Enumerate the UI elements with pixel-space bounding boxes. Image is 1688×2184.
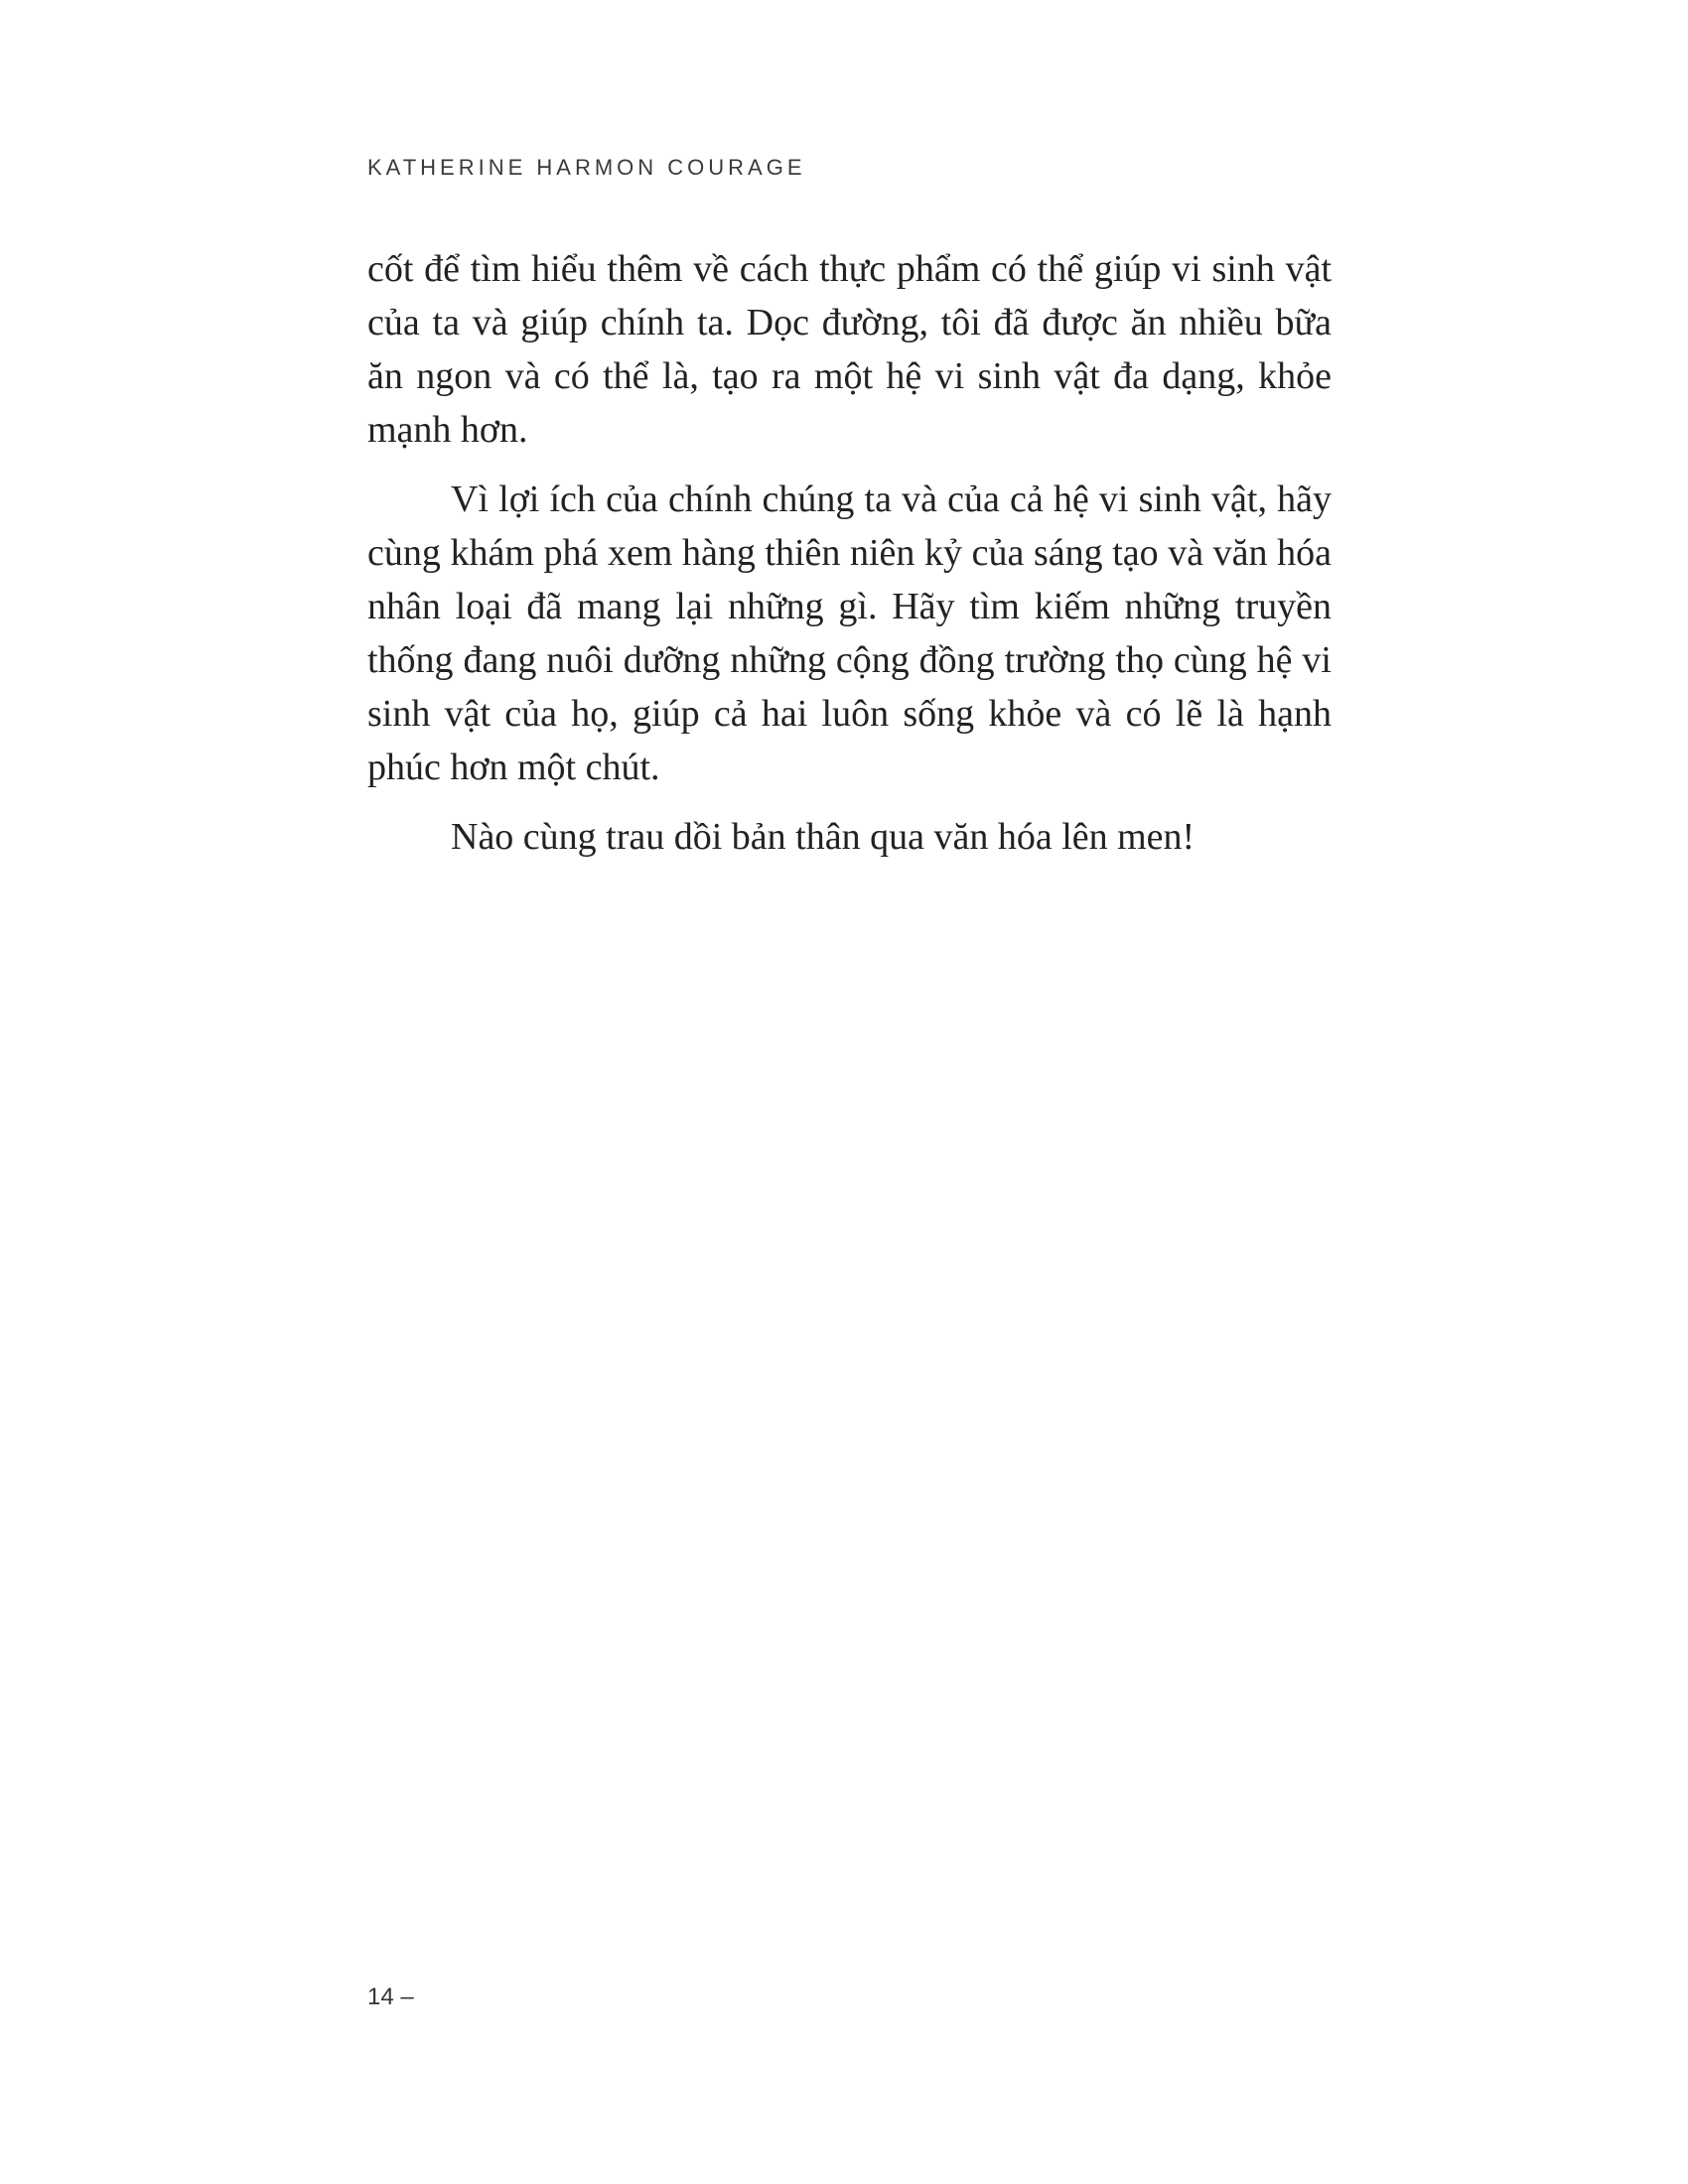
paragraph: Vì lợi ích của chính chúng ta và của cả hệ vi sinh vật, hãy cùng khám phá xem hàng thiên niên kỷ của sáng tạo và văn hóa nhân loại đã mang lại những gì. Hãy tìm kiếm những truyền thống đang nuôi dưỡng những cộng đồng trường thọ cùng hệ vi sinh vật của họ, giúp cả hai luôn sống khỏe và có lẽ là hạnh phúc hơn một chút.	[367, 478, 1332, 788]
body-text	[367, 242, 1332, 880]
running-head-author: KATHERINE HARMON COURAGE	[367, 155, 806, 180]
paragraph-closing: Nào cùng trau dồi bản thân qua văn hóa lên men!	[451, 816, 1196, 858]
paragraph-continuation: cốt để tìm hiểu thêm về cách thực phẩm có thể giúp vi sinh vật của ta và giúp chính ta. Dọc đường, tôi đã được ăn nhiều bữa ăn ngon và có thể là, tạo ra một hệ vi sinh vật đa dạng, khỏe mạnh hơn.	[367, 248, 1332, 451]
page-number: 14 –	[367, 1983, 414, 2010]
